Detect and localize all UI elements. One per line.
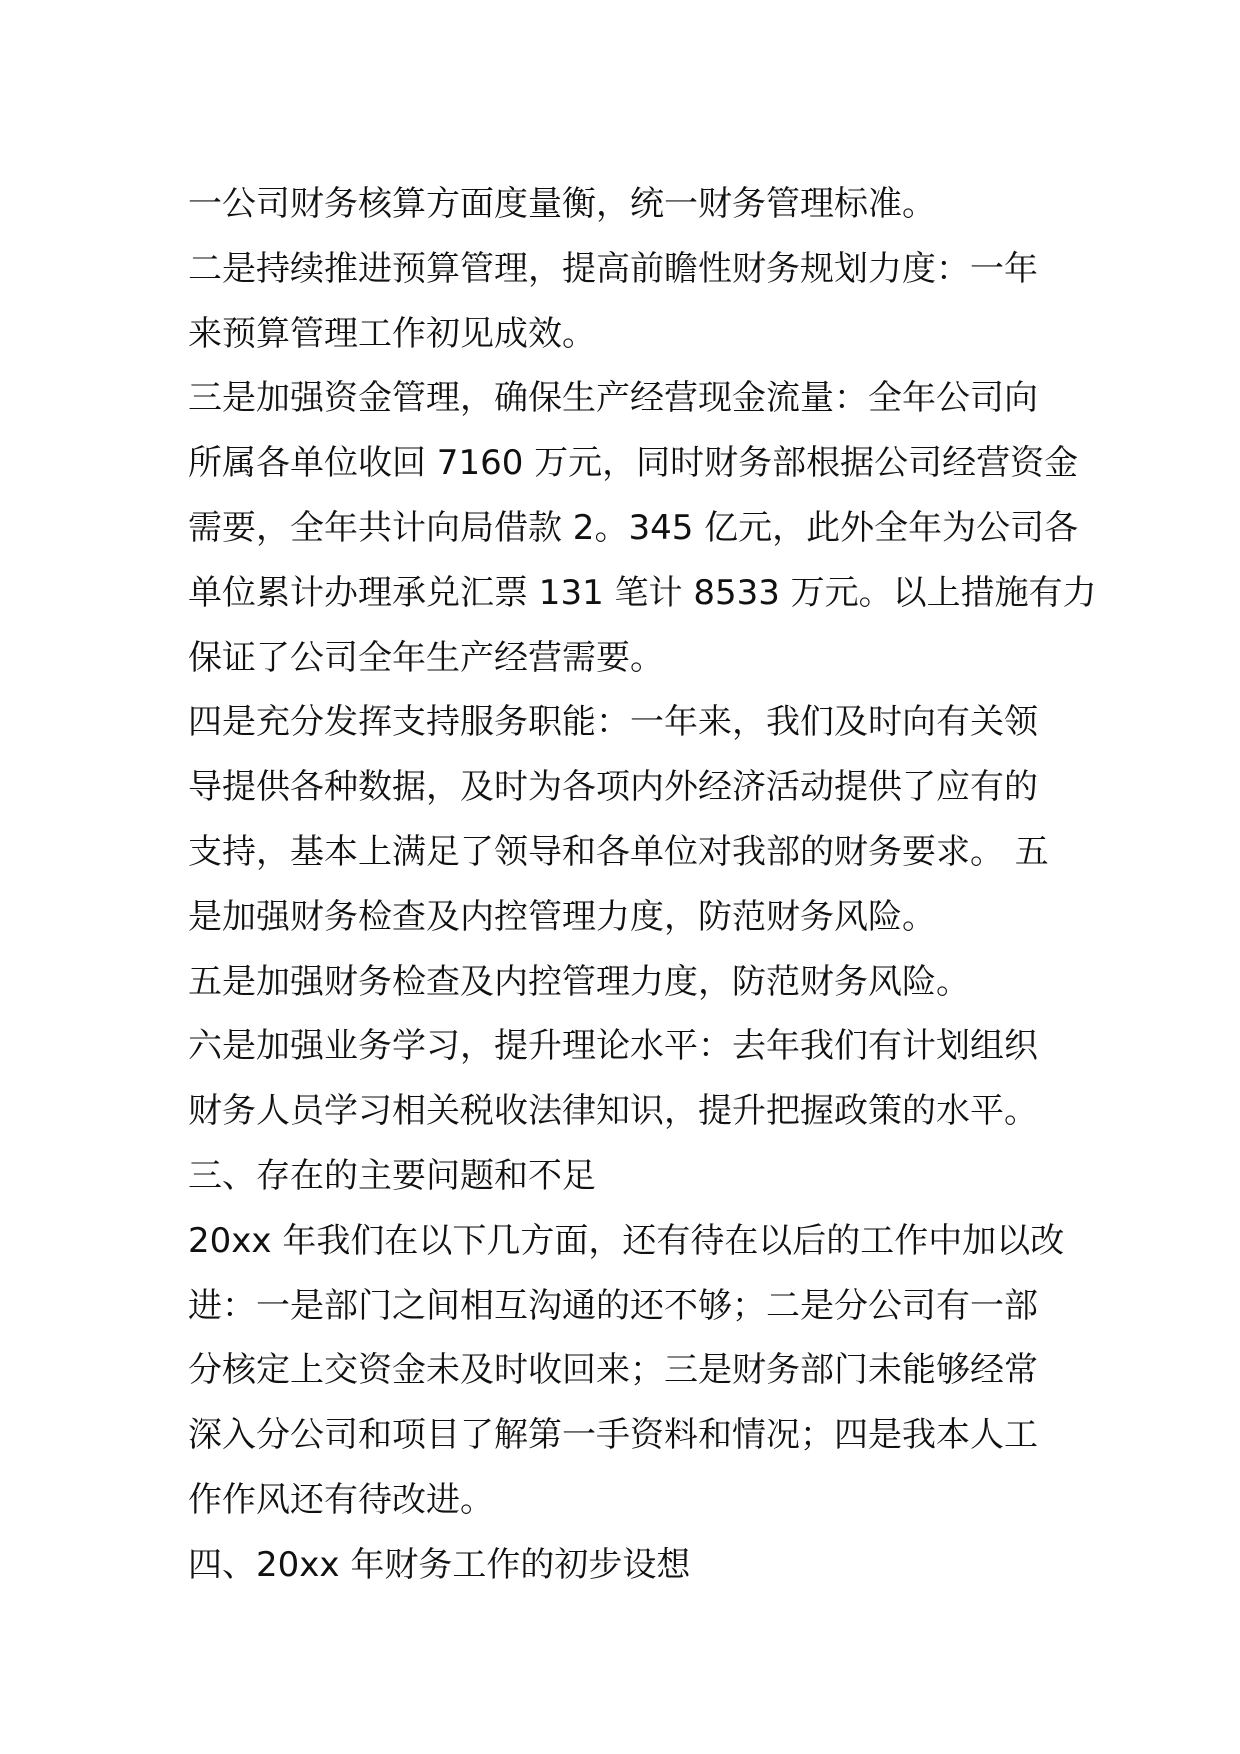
text-line: 来预算管理工作初见成效。	[188, 313, 596, 354]
text-line: 进：一是部门之间相互沟通的还不够；二是分公司有一部	[188, 1285, 1038, 1326]
text-line: 二是持续推进预算管理，提高前瞻性财务规划力度：一年	[188, 248, 1038, 289]
text-line: 分核定上交资金未及时收回来；三是财务部门未能够经常	[188, 1350, 1038, 1391]
text-line: 六是加强业务学习，提升理论水平：去年我们有计划组织	[188, 1026, 1038, 1067]
text-line: 导提供各种数据，及时为各项内外经济活动提供了应有的	[188, 767, 1038, 808]
text-line: 20xx 年我们在以下几方面，还有待在以后的工作中加以改	[188, 1220, 1065, 1261]
text-line: 所属各单位收回 7160 万元，同时财务部根据公司经营资金	[188, 443, 1079, 484]
text-line: 需要，全年共计向局借款 2。345 亿元，此外全年为公司各	[188, 507, 1079, 548]
section-heading-plans	[188, 1533, 1058, 1598]
section-heading-problems	[188, 1144, 1058, 1209]
text-line: 单位累计办理承兑汇票 131 笔计 8533 万元。以上措施有力	[188, 572, 1097, 613]
paragraph-accounting-standard	[188, 172, 1058, 237]
heading-line: 三、存在的主要问题和不足	[188, 1155, 596, 1196]
text-line: 三是加强资金管理，确保生产经营现金流量：全年公司向	[188, 378, 1038, 419]
text-line: 作作风还有待改进。	[188, 1479, 494, 1520]
paragraph-fund-management	[188, 366, 1097, 690]
text-line: 财务人员学习相关税收法律知识，提升把握政策的水平。	[188, 1091, 1038, 1132]
heading-line: 四、20xx 年财务工作的初步设想	[188, 1544, 691, 1585]
document-body	[188, 172, 1097, 1598]
paragraph-business-learning	[188, 1014, 1058, 1144]
text-line: 保证了公司全年生产经营需要。	[188, 637, 664, 678]
paragraph-financial-inspection	[188, 950, 1058, 1015]
paragraph-service-support	[188, 690, 1058, 949]
text-line: 深入分公司和项目了解第一手资料和情况；四是我本人工	[188, 1415, 1038, 1456]
paragraph-problems-detail	[188, 1209, 1065, 1533]
paragraph-budget-management	[188, 237, 1058, 367]
text-line: 四是充分发挥支持服务职能：一年来，我们及时向有关领	[188, 702, 1038, 743]
text-line: 是加强财务检查及内控管理力度，防范财务风险。	[188, 896, 936, 937]
text-line: 支持，基本上满足了领导和各单位对我部的财务要求。 五	[188, 831, 1049, 872]
text-line: 一公司财务核算方面度量衡，统一财务管理标准。	[188, 184, 936, 224]
text-line: 五是加强财务检查及内控管理力度，防范财务风险。	[188, 961, 970, 1002]
